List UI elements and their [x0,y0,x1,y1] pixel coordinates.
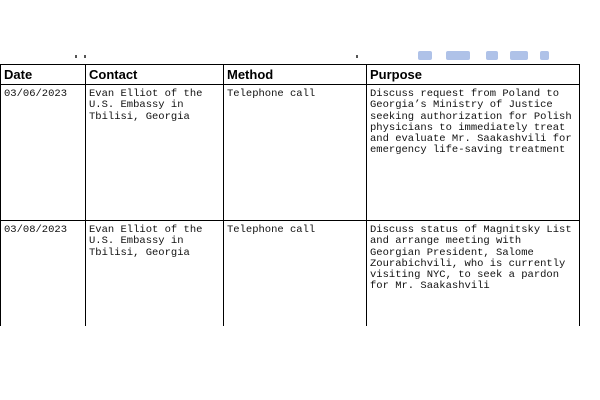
cell-contact [86,221,224,327]
text-fragment-mark [356,55,358,58]
method-text: Telephone call [227,224,316,236]
cell-purpose [367,85,580,221]
cell-method [224,221,367,327]
header-date: Date [1,65,86,85]
cell-date [1,85,86,221]
table-row [1,85,580,221]
cell-purpose [367,221,580,327]
purpose-text: Discuss request from Poland to Georgia’s Ministry of Justice seeking authorization for Polish physicians to immediately treat and evaluate Mr. Saakashvili for emergency life-saving treatment [370,88,572,157]
link-fragment-mark [446,51,470,60]
date-text: 03/06/2023 [4,88,68,100]
link-fragment-mark [418,51,432,60]
header-method: Method [224,65,367,85]
contact-log-table [0,64,580,326]
link-fragment-mark [486,51,498,60]
purpose-text: Discuss status of Magnitsky List and arrange meeting with Georgian President, Salome Zourabichvili, who is currently visiting NYC, to seek a pardon for Mr. Saakashvili [370,224,572,293]
method-text: Telephone call [227,88,316,100]
header-purpose: Purpose [367,65,580,85]
cell-method [224,85,367,221]
link-fragment-mark [510,51,528,60]
text-fragment-mark [84,55,86,58]
text-fragment-mark [75,55,77,58]
cell-date [1,221,86,327]
cell-contact [86,85,224,221]
table-header-row [1,65,580,85]
contact-text: Evan Elliot of the U.S. Embassy in Tbilisi, Georgia [89,88,203,123]
contact-text: Evan Elliot of the U.S. Embassy in Tbilisi, Georgia [89,224,203,259]
link-fragment-mark [540,51,549,60]
table-row [1,221,580,327]
header-contact: Contact [86,65,224,85]
cropped-previous-line [0,48,600,62]
date-text: 03/08/2023 [4,224,68,236]
